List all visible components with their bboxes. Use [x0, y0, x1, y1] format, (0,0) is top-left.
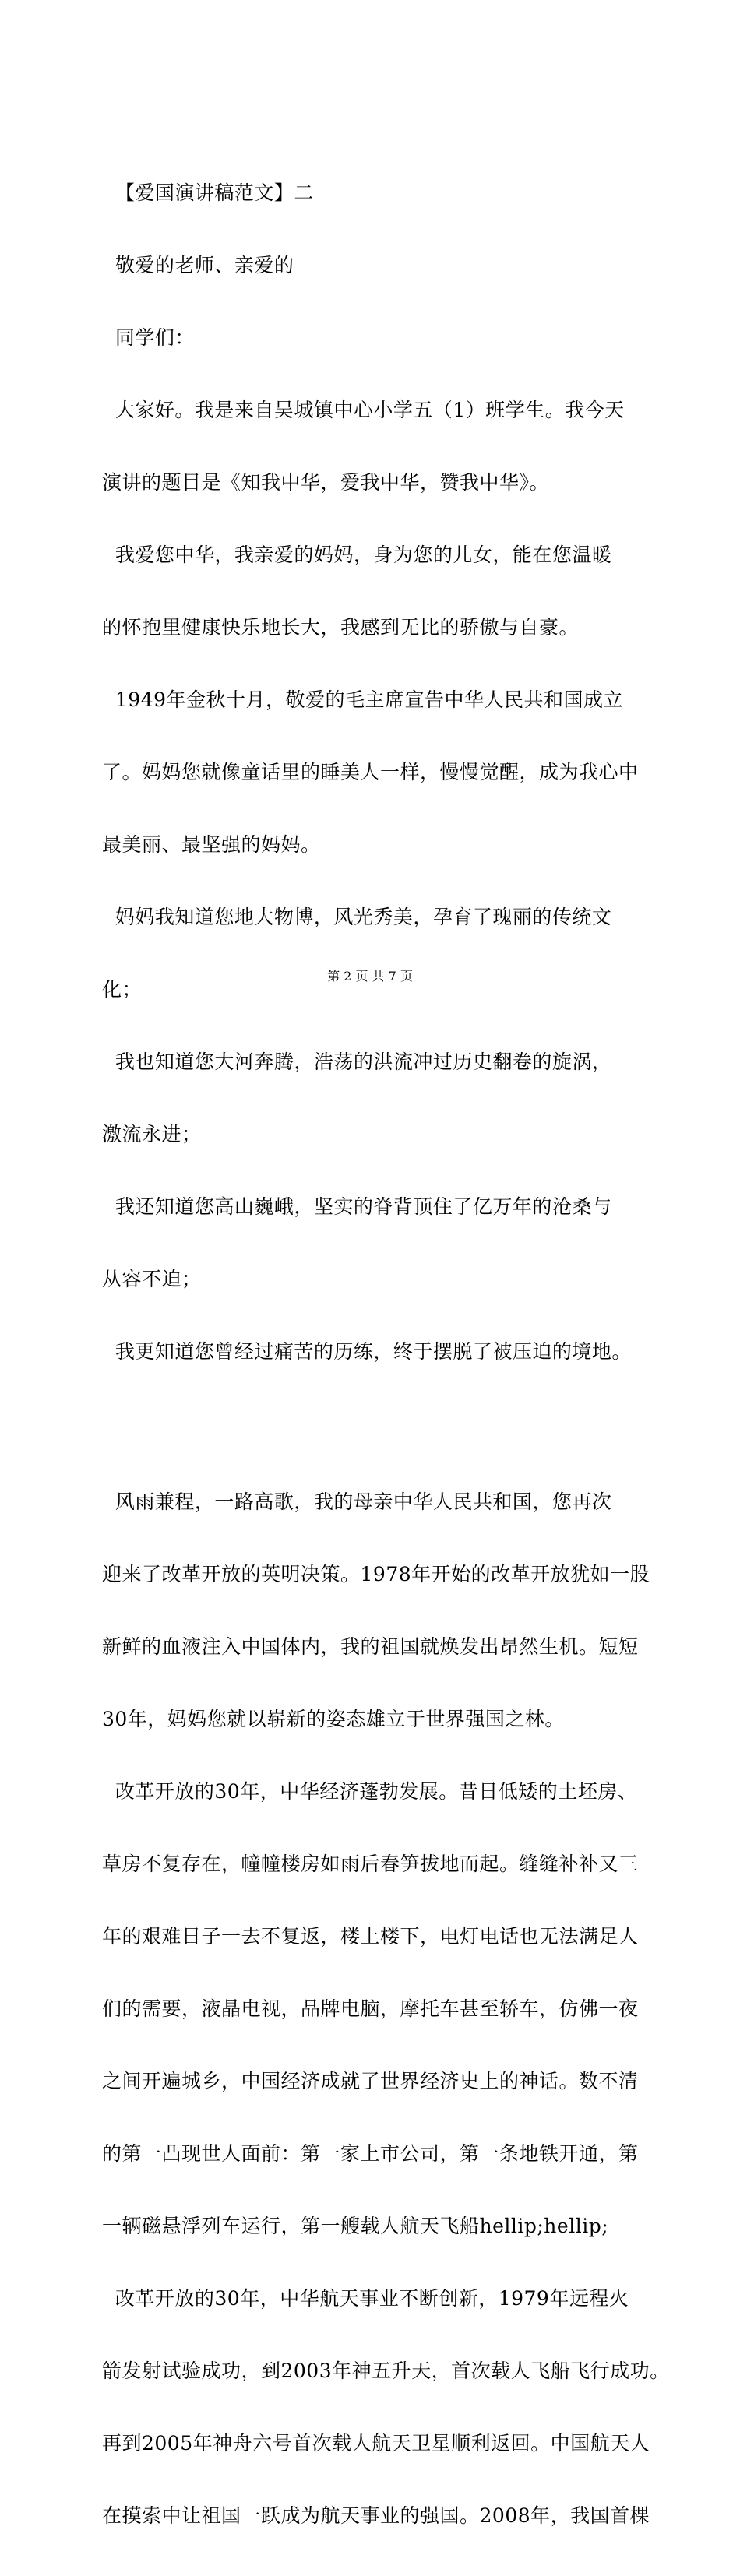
text-line: 风雨兼程，一路高歌，我的母亲中华人民共和国，您再次: [102, 1490, 612, 1513]
text-line: 30年，妈妈您就以崭新的姿态雄立于世界强国之林。: [102, 1708, 565, 1730]
text-line: 一辆磁悬浮列车运行，第一艘载人航天飞船hellip;hellip;: [102, 2215, 609, 2237]
text-line: 最美丽、最坚强的妈妈。: [102, 833, 321, 856]
text-line: 【爱国演讲稿范文】二: [102, 181, 314, 204]
text-line: 化；: [102, 978, 143, 1001]
text-line: 妈妈我知道您地大物博，风光秀美，孕育了瑰丽的传统文: [102, 906, 612, 928]
text-line: 1949年金秋十月，敬爱的毛主席宣告中华人民共和国成立: [102, 688, 624, 711]
text-line: 们的需要，液晶电视，品牌电脑，摩托车甚至轿车，仿佛一夜: [102, 1997, 639, 2020]
text-line: 的怀抱里健康快乐地长大，我感到无比的骄傲与自豪。: [102, 616, 580, 639]
text-line: 的第一凸现世人面前：第一家上市公司，第一条地铁开通，第: [102, 2142, 639, 2165]
text-line: 我爱您中华，我亲爱的妈妈，身为您的儿女，能在您温暖: [102, 544, 612, 566]
page-number-footer: 第 2 页 共 7 页: [327, 969, 413, 984]
text-line: 迎来了改革开放的英明决策。1978年开始的改革开放犹如一股: [102, 1563, 650, 1585]
text-line: 箭发射试验成功，到2003年神五升天，首次载人飞船飞行成功。: [102, 2360, 670, 2382]
text-line: 我也知道您大河奔腾，浩荡的洪流冲过历史翻卷的旋涡，: [102, 1050, 612, 1073]
text-line: 我还知道您高山巍峨，坚实的脊背顶住了亿万年的沧桑与: [102, 1195, 612, 1218]
text-line: 同学们：: [102, 326, 195, 349]
text-line: 激流永进；: [102, 1123, 202, 1145]
paragraph-gap: [102, 1412, 655, 1441]
text-line: 在摸索中让祖国一跃成为航天事业的强国。2008年，我国首棵: [102, 2504, 650, 2527]
text-line: 再到2005年神舟六号首次载人航天卫星顺利返回。中国航天人: [102, 2432, 650, 2455]
text-line: 从容不迫；: [102, 1268, 202, 1290]
text-line: 了。妈妈您就像童话里的睡美人一样，慢慢觉醒，成为我心中: [102, 761, 639, 783]
text-line: 改革开放的30年，中华经济蓬勃发展。昔日低矮的土坯房、: [102, 1780, 638, 1803]
text-line: 演讲的题目是《知我中华，爱我中华，赞我中华》。: [102, 471, 550, 494]
text-line: 敬爱的老师、亲爱的: [102, 254, 294, 276]
text-line: 草房不复存在，幢幢楼房如雨后春笋拔地而起。缝缝补补又三: [102, 1853, 639, 1875]
text-line: 大家好。我是来自吴城镇中心小学五（1）班学生。我今天: [102, 399, 625, 421]
text-line: 之间开遍城乡，中国经济成就了世界经济史上的神话。数不清: [102, 2070, 639, 2092]
document-body: [102, 132, 670, 2576]
text-line: 年的艰难日子一去不复返，楼上楼下，电灯电话也无法满足人: [102, 1925, 639, 1948]
text-line: 我更知道您曾经过痛苦的历练，终于摆脱了被压迫的境地。: [102, 1340, 632, 1363]
text-line: 新鲜的血液注入中国体内，我的祖国就焕发出昂然生机。短短: [102, 1635, 639, 1658]
text-line: 改革开放的30年，中华航天事业不断创新，1979年远程火: [102, 2287, 629, 2310]
